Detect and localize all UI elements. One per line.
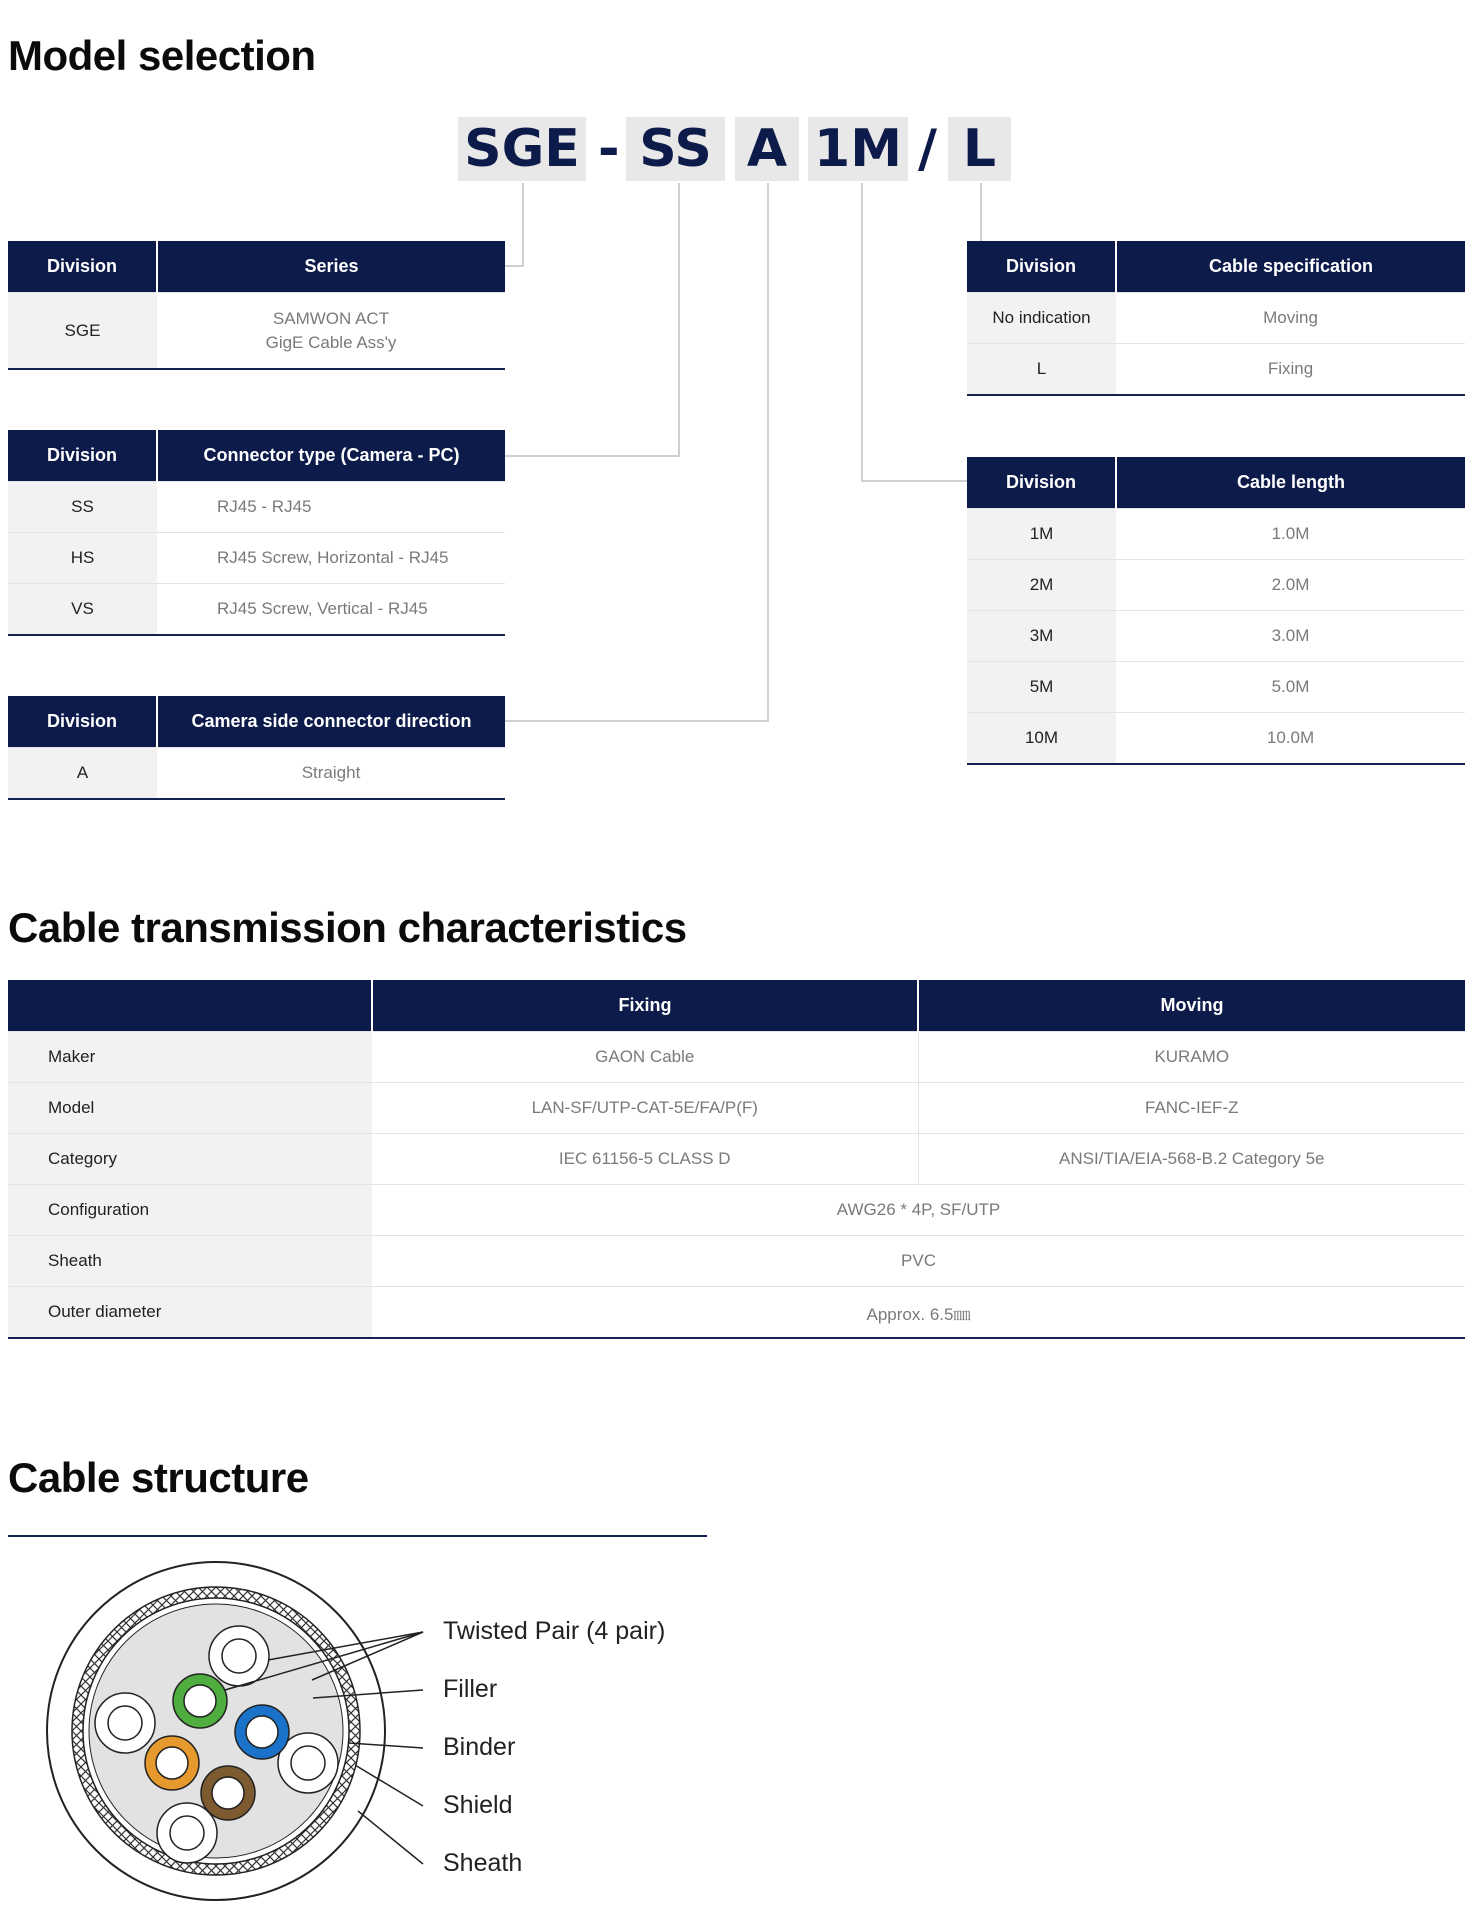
label-filler: Filler <box>443 1675 498 1703</box>
length-value: 10.0M <box>1116 713 1465 765</box>
series-header-division: Division <box>8 241 157 293</box>
direction-value: Straight <box>157 748 505 800</box>
section-title-model-selection: Model selection <box>8 32 316 79</box>
connector-header-type: Connector type (Camera - PC) <box>157 430 505 482</box>
length-division: 1M <box>967 509 1116 560</box>
length-value: 2.0M <box>1116 560 1465 611</box>
transmission-fixing-value: IEC 61156-5 CLASS D <box>372 1134 918 1185</box>
transmission-shared-value: PVC <box>372 1236 1465 1287</box>
transmission-shared-value: AWG26 * 4P, SF/UTP <box>372 1185 1465 1236</box>
length-value: 5.0M <box>1116 662 1465 713</box>
section-title-structure: Cable structure <box>8 1454 309 1501</box>
spec-division: No indication <box>967 293 1116 344</box>
connector-division: HS <box>8 533 157 584</box>
series-value-line1: SAMWON ACT <box>272 308 390 328</box>
code-slash: / <box>918 119 937 179</box>
transmission-header-fixing: Fixing <box>372 980 918 1032</box>
connector-value: RJ45 Screw, Vertical - RJ45 <box>157 584 505 636</box>
connector-header-division: Division <box>8 430 157 482</box>
transmission-row-label: Maker <box>8 1032 372 1083</box>
length-header-length: Cable length <box>1116 457 1465 509</box>
label-twisted-pair: Twisted Pair (4 pair) <box>443 1617 666 1645</box>
series-table <box>8 241 505 370</box>
spec-value: Moving <box>1116 293 1465 344</box>
spec-header-division: Division <box>967 241 1116 293</box>
code-direction: A <box>735 117 799 181</box>
code-connector: SS <box>626 117 725 181</box>
direction-table <box>8 696 505 800</box>
series-header-series: Series <box>157 241 505 293</box>
series-value-line2: GigE Cable Ass'y <box>265 332 397 352</box>
label-shield: Shield <box>443 1791 513 1819</box>
transmission-row-label: Category <box>8 1134 372 1185</box>
spec-table <box>967 241 1465 396</box>
length-table <box>967 457 1465 765</box>
transmission-shared-value: Approx. 6.5㎜ <box>372 1287 1465 1339</box>
transmission-moving-value: FANC-IEF-Z <box>918 1083 1465 1134</box>
series-value <box>157 293 505 370</box>
length-value: 3.0M <box>1116 611 1465 662</box>
length-division: 2M <box>967 560 1116 611</box>
transmission-row-label: Sheath <box>8 1236 372 1287</box>
series-division: SGE <box>8 293 157 370</box>
transmission-moving-value: KURAMO <box>918 1032 1465 1083</box>
code-spec: L <box>948 117 1011 181</box>
code-length: 1M <box>808 117 908 181</box>
length-value: 1.0M <box>1116 509 1465 560</box>
section-divider <box>8 1535 707 1537</box>
code-dash: - <box>598 119 620 179</box>
transmission-row-label: Configuration <box>8 1185 372 1236</box>
cable-cross-section-diagram <box>0 1560 700 1919</box>
transmission-table <box>8 980 1465 1339</box>
direction-division: A <box>8 748 157 800</box>
connector-division: SS <box>8 482 157 533</box>
direction-header-direction: Camera side connector direction <box>157 696 505 748</box>
length-header-division: Division <box>967 457 1116 509</box>
spec-division: L <box>967 344 1116 396</box>
transmission-row-label: Model <box>8 1083 372 1134</box>
transmission-fixing-value: GAON Cable <box>372 1032 918 1083</box>
connector-division: VS <box>8 584 157 636</box>
length-division: 3M <box>967 611 1116 662</box>
transmission-header-blank <box>8 980 372 1032</box>
connector-value: RJ45 - RJ45 <box>157 482 505 533</box>
transmission-moving-value: ANSI/TIA/EIA-568-B.2 Category 5e <box>918 1134 1465 1185</box>
section-title-transmission: Cable transmission characteristics <box>8 904 687 951</box>
connector-table <box>8 430 505 636</box>
spec-value: Fixing <box>1116 344 1465 396</box>
code-series: SGE <box>458 117 586 181</box>
transmission-row-label: Outer diameter <box>8 1287 372 1339</box>
length-division: 10M <box>967 713 1116 765</box>
connector-value: RJ45 Screw, Horizontal - RJ45 <box>157 533 505 584</box>
direction-header-division: Division <box>8 696 157 748</box>
label-sheath: Sheath <box>443 1849 523 1877</box>
label-binder: Binder <box>443 1733 516 1761</box>
transmission-fixing-value: LAN-SF/UTP-CAT-5E/FA/P(F) <box>372 1083 918 1134</box>
transmission-header-moving: Moving <box>918 980 1465 1032</box>
spec-header-spec: Cable specification <box>1116 241 1465 293</box>
length-division: 5M <box>967 662 1116 713</box>
